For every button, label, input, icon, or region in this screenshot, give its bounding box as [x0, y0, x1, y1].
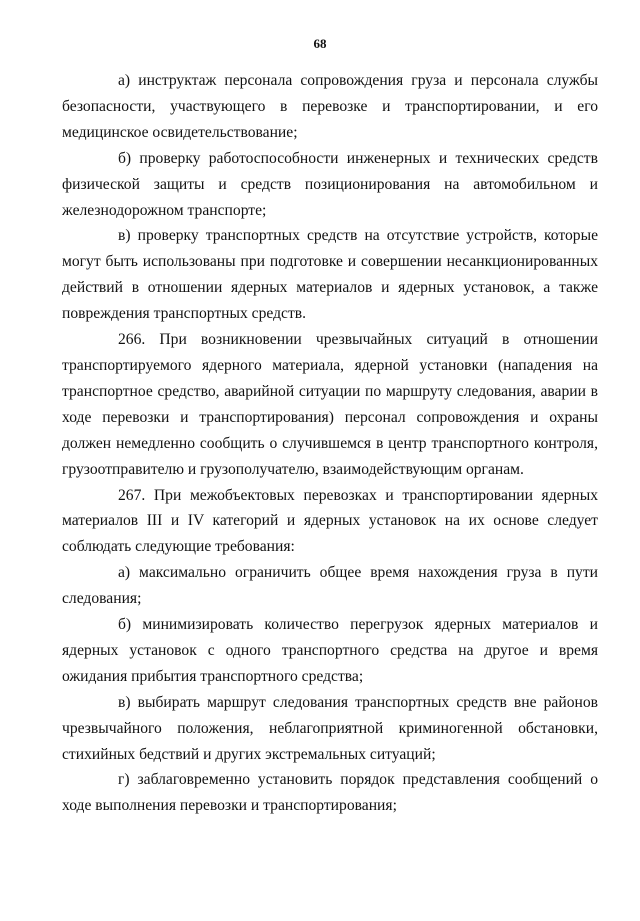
- paragraph-267-item-v: в) выбирать маршрут следования транспортных средств вне районов чрезвычайного положения, неблагоприятной криминогенной обстановки, стихийных бедствий и других экстремальных ситуаций;: [62, 693, 598, 763]
- paragraph-item-v: в) проверку транспортных средств на отсутствие устройств, которые могут быть использованы при подготовке и совершении несанкционированных действий в отношении ядерных материалов и ядерных установок, а также повреждения транспортных средств.: [62, 227, 598, 323]
- page-number: 68: [313, 36, 327, 51]
- paragraph-item-a: а) инструктаж персонала сопровождения груза и персонала службы безопасности, участвующего в перевозке и транспортировании, и его медицинское освидетельствование;: [62, 72, 598, 141]
- paragraph-267-item-b: б) минимизировать количество перегрузок ядерных материалов и ядерных установок с одного транспортного средства на другое и время ожидания прибытия транспортного средства;: [62, 616, 598, 685]
- paragraph-267: 267. При межобъектовых перевозках и транспортировании ядерных материалов III и IV категорий и ядерных установок на их основе следует соблюдать следующие требования:: [62, 486, 598, 556]
- paragraph-267-item-g: г) заблаговременно установить порядок представления сообщений о ходе выполнения перевозки и транспортирования;: [62, 771, 598, 815]
- document-body: [62, 68, 598, 819]
- paragraph-266: 266. При возникновении чрезвычайных ситуаций в отношении транспортируемого ядерного материала, ядерной установки (нападения на транспортное средство, аварийной ситуации по маршруту следования, аварии в ходе перевозки и транспортирования) персонал сопровождения и охраны должен немедленно сообщить о случившемся в центр транспортного контроля, грузоотправителю и грузополучателю, взаимодействующим органам.: [62, 331, 598, 478]
- paragraph-267-item-a: а) максимально ограничить общее время нахождения груза в пути следования;: [62, 564, 598, 608]
- paragraph-item-b: б) проверку работоспособности инженерных и технических средств физической защиты и средств позиционирования на автомобильном и железнодорожном транспорте;: [62, 149, 598, 219]
